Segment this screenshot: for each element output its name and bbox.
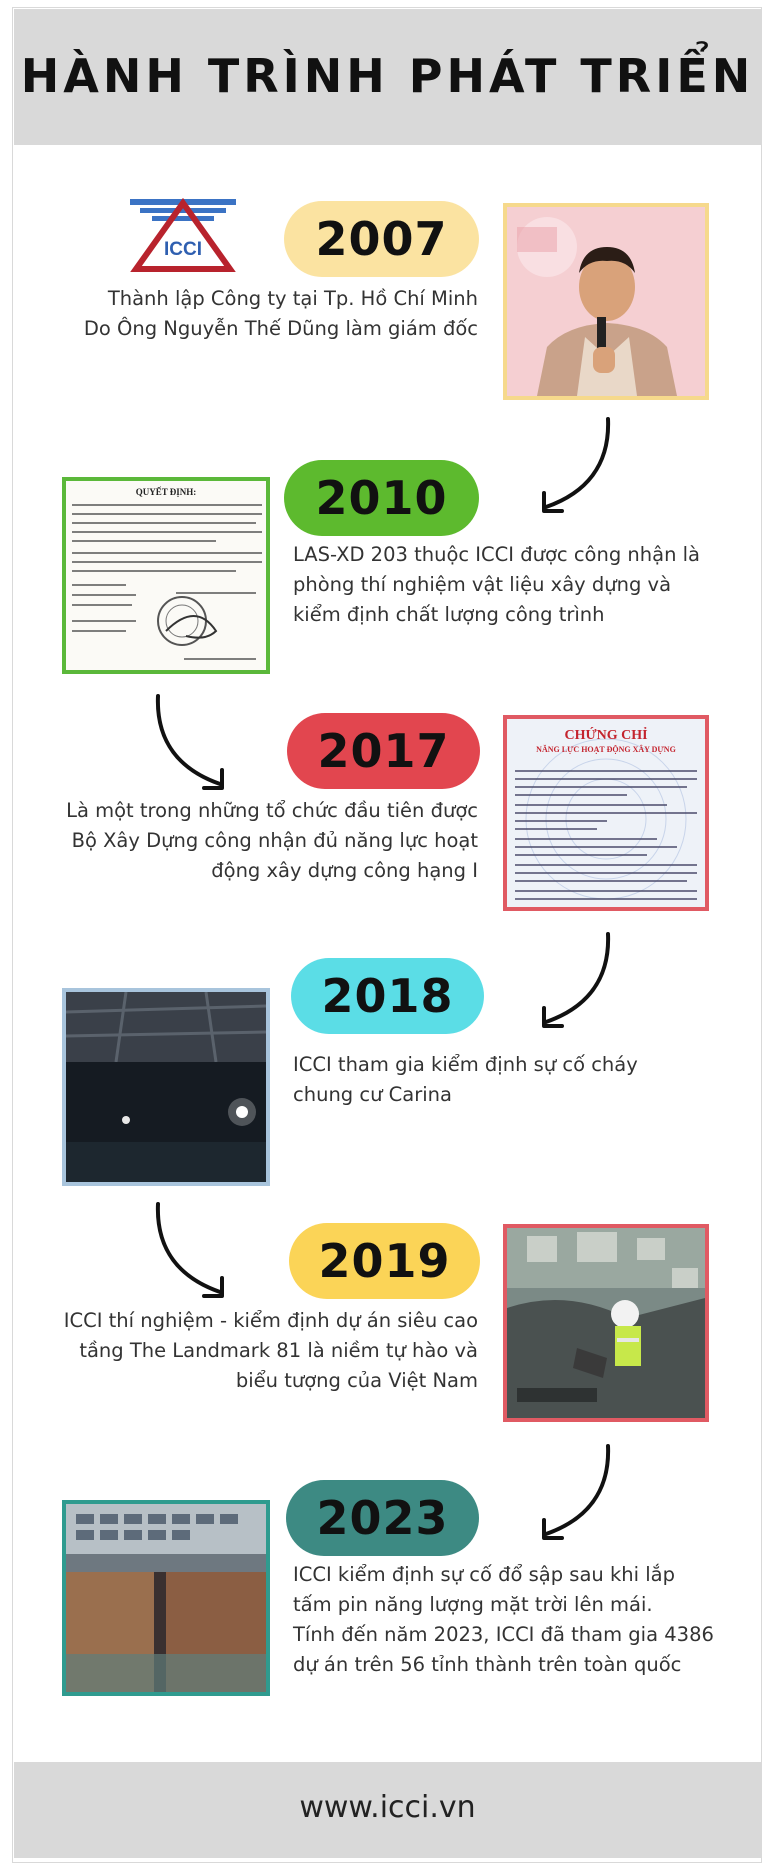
decision-document-photo	[62, 477, 270, 674]
founder-portrait-photo	[503, 203, 709, 400]
milestone-line: Bộ Xây Dựng công nhận đủ năng lực hoạt	[71, 829, 478, 852]
milestone-line: phòng thí nghiệm vật liệu xây dựng và	[293, 573, 672, 596]
icci-logo	[128, 197, 238, 273]
milestone-line: Tính đến năm 2023, ICCI đã tham gia 4386	[293, 1623, 714, 1646]
milestone-2017-text	[40, 796, 478, 886]
milestone-2023-text	[293, 1560, 753, 1680]
website-link[interactable]: www.icci.vn	[299, 1790, 476, 1825]
year-badge-2007	[284, 201, 479, 277]
year-label: 2010	[315, 471, 448, 525]
milestone-2010-text	[293, 540, 743, 630]
milestone-2007-text	[60, 284, 478, 344]
certificate-photo	[503, 715, 709, 911]
milestone-line: ICCI kiểm định sự cố đổ sập sau khi lắp	[293, 1563, 675, 1586]
landmark81-worker-photo	[503, 1224, 709, 1422]
year-label: 2017	[317, 724, 450, 778]
certificate-subtitle: NĂNG LỰC HOẠT ĐỘNG XÂY DỰNG	[536, 745, 676, 754]
curved-arrow-icon	[536, 930, 616, 1034]
milestone-line: biểu tượng của Việt Nam	[235, 1369, 478, 1392]
milestone-line: chung cư Carina	[293, 1083, 452, 1106]
milestone-line: LAS-XD 203 thuộc ICCI được công nhận là	[293, 543, 700, 566]
milestone-2019-text	[40, 1306, 478, 1396]
certificate-title: CHỨNG CHỈ	[564, 728, 648, 743]
year-label: 2019	[318, 1234, 451, 1288]
header	[14, 9, 761, 145]
milestone-line: ICCI tham gia kiểm định sự cố cháy	[293, 1053, 638, 1076]
year-label: 2007	[315, 212, 448, 266]
milestone-line: tầng The Landmark 81 là niềm tự hào và	[79, 1339, 478, 1362]
curved-arrow-icon	[536, 1442, 616, 1546]
milestone-line: ICCI thí nghiệm - kiểm định dự án siêu cao	[63, 1309, 478, 1332]
curved-arrow-icon	[536, 415, 616, 519]
logo-text: ICCI	[164, 239, 202, 260]
milestone-line: dự án trên 56 tỉnh thành trên toàn quốc	[293, 1653, 682, 1676]
milestone-line: Là một trong những tổ chức đầu tiên được	[66, 799, 478, 822]
collapsed-solar-roof-photo	[62, 1500, 270, 1696]
milestone-line: tấm pin năng lượng mặt trời lên mái.	[293, 1593, 653, 1616]
milestone-line: Do Ông Nguyễn Thế Dũng làm giám đốc	[83, 317, 478, 340]
year-badge-2019	[289, 1223, 480, 1299]
year-label: 2018	[321, 969, 454, 1023]
curved-arrow-icon	[150, 692, 230, 796]
footer	[14, 1762, 761, 1858]
year-badge-2023	[286, 1480, 479, 1556]
year-badge-2017	[287, 713, 480, 789]
milestone-line: Thành lập Công ty tại Tp. Hồ Chí Minh	[107, 287, 478, 310]
milestone-line: động xây dựng công hạng I	[211, 859, 478, 882]
curved-arrow-icon	[150, 1200, 230, 1304]
year-badge-2010	[284, 460, 479, 536]
milestone-line: kiểm định chất lượng công trình	[293, 603, 605, 626]
milestone-2018-text	[293, 1050, 713, 1110]
document-heading: QUYẾT ĐỊNH:	[135, 487, 197, 497]
year-label: 2023	[316, 1491, 449, 1545]
fire-site-basement-photo	[62, 988, 270, 1186]
year-badge-2018	[291, 958, 484, 1034]
page-title: HÀNH TRÌNH PHÁT TRIỂN	[20, 49, 755, 103]
